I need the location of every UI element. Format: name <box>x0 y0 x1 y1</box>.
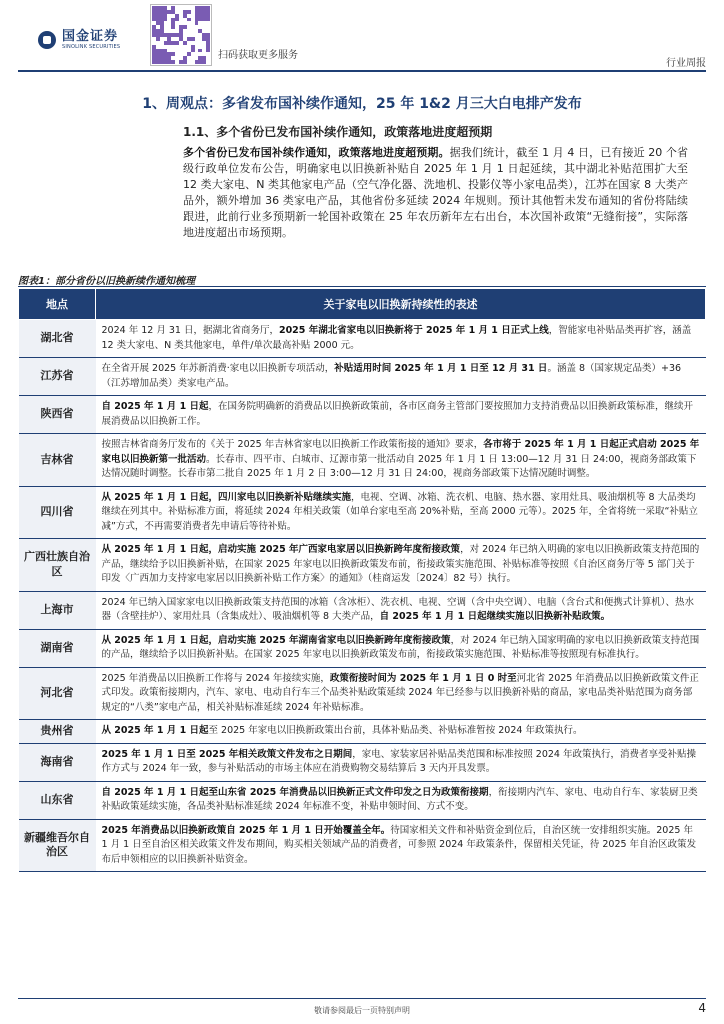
body-text: ，家电、家装家居补贴品类范围和标准按照 2024 年政策执行，消费者享受补贴操作方式与 2024 年一致，参与补贴活动的市场主体应在消费购物交易结算后 3 天内开具发票。 <box>101 748 696 774</box>
qr-cell <box>156 37 160 41</box>
emphasis-text: 从 2025 年 1 月 1 日起 <box>101 725 209 736</box>
page-header <box>0 0 724 74</box>
emphasis-text: 各市将于 2025 年 1 月 1 日起正式启动 2025 年家电以旧换新第一批活动 <box>101 439 700 465</box>
footer-disclaimer[interactable]: 敬请参阅最后一页特别声明 <box>314 1006 410 1015</box>
body-text: 至 2025 年家电以旧换新政策出台前，具体补贴品类、补贴标准暂按 2024 年政策执行。 <box>208 725 583 736</box>
province-cell: 河北省 <box>19 667 96 720</box>
table-row <box>19 320 706 358</box>
table-row <box>19 629 706 667</box>
description-cell <box>96 667 706 720</box>
company-logo <box>38 30 120 50</box>
body-text: 。长春市、四平市、白城市、辽源市第一批活动自 2025 年 1 月 1 日 13:00—12 月 31 日 24:00，视商务部政策下达情况随时调整。长春市第二批自 2025 年 1 月 2 日 3:00—12 月 31 日 24:00，视商务部政策下达情况随时调整。 <box>101 453 697 479</box>
table-body <box>19 320 706 872</box>
qr-cell <box>195 21 199 25</box>
footer-divider <box>18 998 706 999</box>
subsection-title: 1.1、多个省份已发布国补续作通知，政策落地进度超预期 <box>183 125 493 139</box>
qr-cell <box>187 10 191 14</box>
body-text: ，智能家电补贴品类再扩容，涵盖 12 类大家电、N 类其他家电，单件/单次最高补贴 2000 元。 <box>101 325 692 351</box>
qr-cell <box>183 60 187 64</box>
page-number: 4 <box>698 1001 706 1015</box>
province-cell: 湖北省 <box>19 320 96 358</box>
qr-cell <box>175 18 179 22</box>
description-cell <box>96 434 706 487</box>
qr-cell <box>202 60 206 64</box>
province-cell: 陕西省 <box>19 396 96 434</box>
description-cell <box>96 629 706 667</box>
province-cell: 吉林省 <box>19 434 96 487</box>
province-cell: 山东省 <box>19 781 96 819</box>
description-cell <box>96 396 706 434</box>
qr-cell <box>171 52 175 56</box>
emphasis-text: 从 2025 年 1 月 1 日起，启动实施 2025 年湖南省家电以旧换新跨年度衔接政策 <box>101 634 451 646</box>
qr-label: 扫码获取更多服务 <box>218 50 298 61</box>
policy-table <box>18 288 706 872</box>
body-text: ，对 2024 年已纳入国家明确的家电以旧换新政策支持范围的产品，继续给予以旧换新补贴。在国家 2025 年家电以旧换新政策发布前，衔接政策实施范围、补贴标准等按照现有标准执行。 <box>101 634 700 660</box>
qr-cell <box>175 41 179 45</box>
qr-cell <box>187 18 191 22</box>
table-row <box>19 434 706 487</box>
qr-cell <box>171 25 175 29</box>
body-text: ，电视、空调、冰箱、洗衣机、电脑、热水器、家用灶具、吸油烟机等 8 大品类均继续在列其中。补贴标准方面，将延续 2024 年相关政策（如单台家电至高 20%补贴，至高 2000 元等）。2025 年，全省将统一采取“补贴立减”方式，不再需要消费者先申请后等待补贴。 <box>101 491 698 532</box>
emphasis-text: 自 2025 年 1 月 1 日起继续实施以旧换新补贴政策。 <box>379 611 611 622</box>
qr-cell <box>191 37 195 41</box>
qr-cell <box>164 18 168 22</box>
paragraph-body: 据我们统计，截至 1 月 4 日，已有接近 20 个省级行政单位发布公告，明确家电以旧换新补贴自 2025 年 1 月 1 日起延续，其中湖北补贴范围扩大至 12 类大家电、N 类其他家电产品（空气净化器、洗地机、投影仪等小家电品类），江苏在国家 8 大类产品外，额外增加 36 类家电产品，其他省份多延续 2024 年规则。预计其他暂未发布通知的省份将陆续跟进，此前行业多预期新一轮国补政策在 25 年农历新年左右出台，本次国补政策“无缝衔接”，实际落地进度超出市场预期。 <box>183 146 688 239</box>
table-row <box>19 743 706 781</box>
table-row <box>19 486 706 539</box>
province-cell: 上海市 <box>19 591 96 629</box>
figure-divider <box>18 286 706 287</box>
body-text: 2025 年消费品以旧换新工作将与 2024 年接续实施， <box>101 672 330 684</box>
emphasis-text: 2025 年 1 月 1 日至 2025 年相关政策文件发布之日期间 <box>101 748 353 760</box>
body-text: 待国家相关文件和补贴资金到位后，自治区统一安排组织实施。2025 年 1 月 1 日至自治区相关政策文件发布期间，购买相关领域产品的消费者，可参照 2024 年政策条件，保留相关凭证，待 2025 年自治区政策发布后申领相应的以旧换新补贴资金。 <box>101 824 697 865</box>
body-text: 河北省 2025 年消费品以旧换新政策文件正式印发。政策衔接期内，汽车、家电、电动自行车三个品类补贴政策延续 2024 年已经参与以旧换新补贴的商品，家电品类补贴范围为商务部规定的“八类”家电产品，相关补贴标准延续 2024 年补贴标准。 <box>101 672 699 713</box>
body-text: ，对 2024 年已纳入明确的家电以旧换新政策支持范围的产品，继续给予以旧换新补贴，在国家 2025 年家电以旧换新政策发布前，衔接政策实施范围、补贴标准等按照《自治区商务厅等 5 部门关于印发〈广西加力支持家电家居以旧换新补贴工作方案〉的通知》（桂商运发〔2024〕82 号）执行。 <box>101 544 700 584</box>
section-title: 1、周观点：多省发布国补续作通知，25 年 1&2 月三大白电排产发布 <box>142 96 582 112</box>
qr-cell <box>206 18 210 22</box>
description-cell <box>96 720 706 744</box>
emphasis-text: 自 2025 年 1 月 1 日起至山东省 2025 年消费品以旧换新正式文件印发之日为政策衔接期 <box>101 786 489 798</box>
emphasis-text: 自 2025 年 1 月 1 日起 <box>101 401 209 412</box>
body-text: 2024 年 12 月 31 日，据湖北省商务厅， <box>101 325 279 336</box>
qr-cell <box>183 41 187 45</box>
emphasis-text: 政策衔接时间为 2025 年 1 月 1 日 0 时至 <box>329 672 517 684</box>
body-text: ，衔接期内汽车、家电、电动自行车、家装厨卫类补贴政策延续实施，各品类补贴标准延续 2024 年标准不变，补贴申领时间、方式不变。 <box>101 786 698 812</box>
qr-cell <box>183 25 187 29</box>
qr-cell <box>198 49 202 53</box>
description-cell <box>96 781 706 819</box>
table-row <box>19 591 706 629</box>
province-cell: 海南省 <box>19 743 96 781</box>
qr-cell <box>206 49 210 53</box>
province-cell: 新疆维吾尔自治区 <box>19 819 96 872</box>
emphasis-text: 从 2025 年 1 月 1 日起，启动实施 2025 年广西家电家居以旧换新跨年度衔接政策 <box>101 544 461 555</box>
emphasis-text: 从 2025 年 1 月 1 日起，四川家电以旧换新补贴继续实施 <box>101 491 352 503</box>
emphasis-text: 2025 年消费品以旧换新政策自 2025 年 1 月 1 日开始覆盖全年。 <box>101 824 391 836</box>
table-row <box>19 819 706 872</box>
description-cell <box>96 539 706 592</box>
logo-mark-icon <box>38 31 56 49</box>
qr-cell <box>191 49 195 53</box>
body-text: 2024 年已纳入国家家电以旧换新政策支持范围的冰箱（含冰柜）、洗衣机、电视、空调（含中央空调）、电脑（含台式和便携式计算机）、热水器（含壁挂炉）、家用灶具（含集成灶）、吸油烟机等 8 大类产品， <box>101 596 694 622</box>
description-cell <box>96 486 706 539</box>
description-cell <box>96 320 706 358</box>
province-cell: 湖南省 <box>19 629 96 667</box>
column-header-location: 地点 <box>19 289 96 320</box>
column-header-description: 关于家电以旧换新持续性的表述 <box>96 289 706 320</box>
table-row <box>19 396 706 434</box>
body-text: 。涵盖 8（国家规定品类）+36（江苏增加品类）类家电产品。 <box>101 363 682 389</box>
province-cell: 四川省 <box>19 486 96 539</box>
qr-cell <box>187 52 191 56</box>
qr-code-icon[interactable] <box>150 4 212 66</box>
table-row <box>19 667 706 720</box>
paragraph-lead: 多个省份已发布国补续作通知，政策落地进度超预期。 <box>183 146 450 159</box>
table-row <box>19 358 706 396</box>
province-cell: 贵州省 <box>19 720 96 744</box>
figure-title: 图表1：部分省份以旧换新续作通知梳理 <box>18 276 195 287</box>
body-text: 在全省开展 2025 年苏新消费·家电以旧换新专项活动， <box>101 363 335 374</box>
description-cell <box>96 591 706 629</box>
brand-name-cn: 国金证券 <box>62 29 119 44</box>
table-row <box>19 720 706 744</box>
body-text: ，在国务院明确新的消费品以旧换新政策前，各市区商务主管部门要按照加力支持消费品以旧换新政策标准，继续开展消费品以旧换新工作。 <box>101 401 694 427</box>
description-cell <box>96 358 706 396</box>
summary-paragraph <box>183 145 688 241</box>
table-row <box>19 539 706 592</box>
emphasis-text: 2025 年湖北省家电以旧换新将于 2025 年 1 月 1 日正式上线 <box>278 325 549 336</box>
province-cell: 广西壮族自治区 <box>19 539 96 592</box>
table-header-row <box>19 289 706 320</box>
province-cell: 江苏省 <box>19 358 96 396</box>
brand-name-en: SINOLINK SECURITIES <box>62 44 121 50</box>
emphasis-text: 补贴适用时间 2025 年 1 月 1 日至 12 月 31 日 <box>334 363 548 374</box>
header-divider <box>18 70 706 72</box>
report-type: 行业周报 <box>666 58 706 69</box>
description-cell <box>96 819 706 872</box>
qr-cell <box>171 60 175 64</box>
description-cell <box>96 743 706 781</box>
body-text: 按照吉林省商务厅发布的《关于 2025 年吉林省家电以旧换新工作政策衔接的通知》要求， <box>101 439 484 450</box>
table-row <box>19 781 706 819</box>
